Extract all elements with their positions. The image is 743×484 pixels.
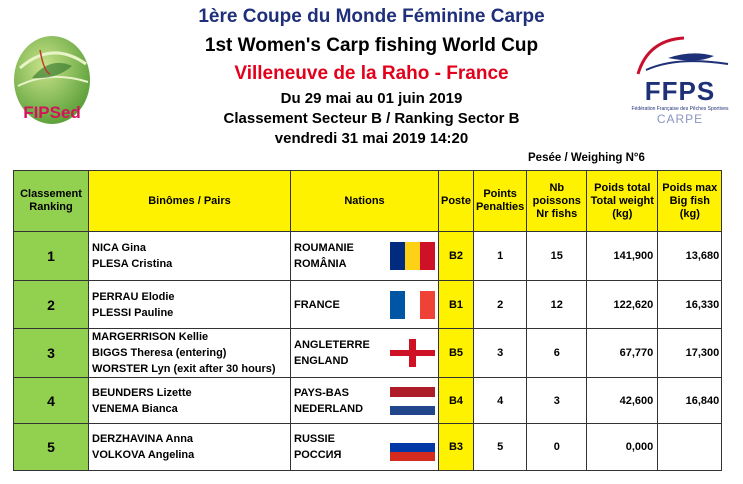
nation-cell: PAYS-BAS NEDERLAND (291, 378, 388, 424)
rank-cell: 3 (14, 329, 89, 378)
total-weight-cell: 122,620 (587, 281, 658, 329)
big-fish-cell: 16,330 (658, 281, 722, 329)
fish-count-cell: 12 (527, 281, 587, 329)
col-poste: Poste (439, 171, 474, 232)
flag-cell (388, 424, 439, 471)
big-fish-cell: 17,300 (658, 329, 722, 378)
fish-count-cell: 15 (527, 232, 587, 281)
england-flag-icon (390, 339, 435, 367)
romania-flag-icon (390, 242, 435, 270)
flag-cell (388, 329, 439, 378)
ffps-federation-name: Fédération Française des Pêches Sportives (631, 106, 729, 112)
fish-count-cell: 3 (527, 378, 587, 424)
rank-cell: 5 (14, 424, 89, 471)
ffps-logo (628, 34, 732, 130)
fish-count-cell: 0 (527, 424, 587, 471)
rank-cell: 2 (14, 281, 89, 329)
table-row (14, 329, 722, 378)
points-cell: 2 (473, 281, 526, 329)
table-row (14, 424, 722, 471)
fish-count-cell: 6 (527, 329, 587, 378)
rank-cell: 1 (14, 232, 89, 281)
nation-cell: FRANCE (291, 281, 388, 329)
flag-cell (388, 232, 439, 281)
flag-cell (388, 378, 439, 424)
ranking-sector: Classement Secteur B / Ranking Sector B (223, 110, 520, 127)
table-row (14, 281, 722, 329)
nation-cell: ANGLETERRE ENGLAND (291, 329, 388, 378)
venue-title: Villeneuve de la Raho - France (234, 63, 509, 84)
ranking-table (13, 170, 722, 471)
pairs-cell: MARGERRISON Kellie BIGGS Theresa (entering) WORSTER Lyn (exit after 30 hours) (89, 329, 291, 378)
col-big-fish: Poids max Big fish (kg) (658, 171, 722, 232)
nation-cell: RUSSIE РОССИЯ (291, 424, 388, 471)
col-ranking: Classement Ranking (14, 171, 89, 232)
big-fish-cell: 13,680 (658, 232, 722, 281)
poste-cell: B5 (439, 329, 474, 378)
poste-cell: B3 (439, 424, 474, 471)
col-pairs: Binômes / Pairs (89, 171, 291, 232)
points-cell: 1 (473, 232, 526, 281)
ffps-carpe-label: CARPE (656, 112, 704, 126)
ffps-wordmark: FFPS (644, 76, 716, 106)
total-weight-cell: 0,000 (587, 424, 658, 471)
col-total-weight: Poids total Total weight (kg) (587, 171, 658, 232)
fipsed-wordmark: FIPSed (23, 103, 81, 122)
poste-cell: B4 (439, 378, 474, 424)
total-weight-cell: 141,900 (587, 232, 658, 281)
col-nations: Nations (291, 171, 439, 232)
pairs-cell: BEUNDERS Lizette VENEMA Bianca (89, 378, 291, 424)
big-fish-cell: 16,840 (658, 378, 722, 424)
points-cell: 4 (473, 378, 526, 424)
weighing-label: Pesée / Weighing N°6 (528, 152, 645, 164)
table-row (14, 232, 722, 281)
russia-flag-icon (390, 433, 435, 461)
timestamp: vendredi 31 mai 2019 14:20 (274, 130, 469, 147)
title-french: 1ère Coupe du Monde Féminine Carpe (198, 6, 545, 27)
big-fish-cell (658, 424, 722, 471)
table-row (14, 378, 722, 424)
pairs-cell: PERRAU Elodie PLESSI Pauline (89, 281, 291, 329)
event-dates: Du 29 mai au 01 juin 2019 (280, 90, 463, 107)
flag-cell (388, 281, 439, 329)
table-header-row (14, 171, 722, 232)
title-english: 1st Women's Carp fishing World Cup (204, 35, 539, 56)
poste-cell: B1 (439, 281, 474, 329)
fipsed-logo (10, 30, 94, 128)
total-weight-cell: 42,600 (587, 378, 658, 424)
col-points: Points Penalties (473, 171, 526, 232)
poste-cell: B2 (439, 232, 474, 281)
points-cell: 3 (473, 329, 526, 378)
nation-cell: ROUMANIE ROMÂNIA (291, 232, 388, 281)
netherlands-flag-icon (390, 387, 435, 415)
rank-cell: 4 (14, 378, 89, 424)
france-flag-icon (390, 291, 435, 319)
points-cell: 5 (473, 424, 526, 471)
pairs-cell: DERZHAVINA Anna VOLKOVA Angelina (89, 424, 291, 471)
pairs-cell: NICA Gina PLESA Cristina (89, 232, 291, 281)
total-weight-cell: 67,770 (587, 329, 658, 378)
col-fish: Nb poissons Nr fishs (527, 171, 587, 232)
